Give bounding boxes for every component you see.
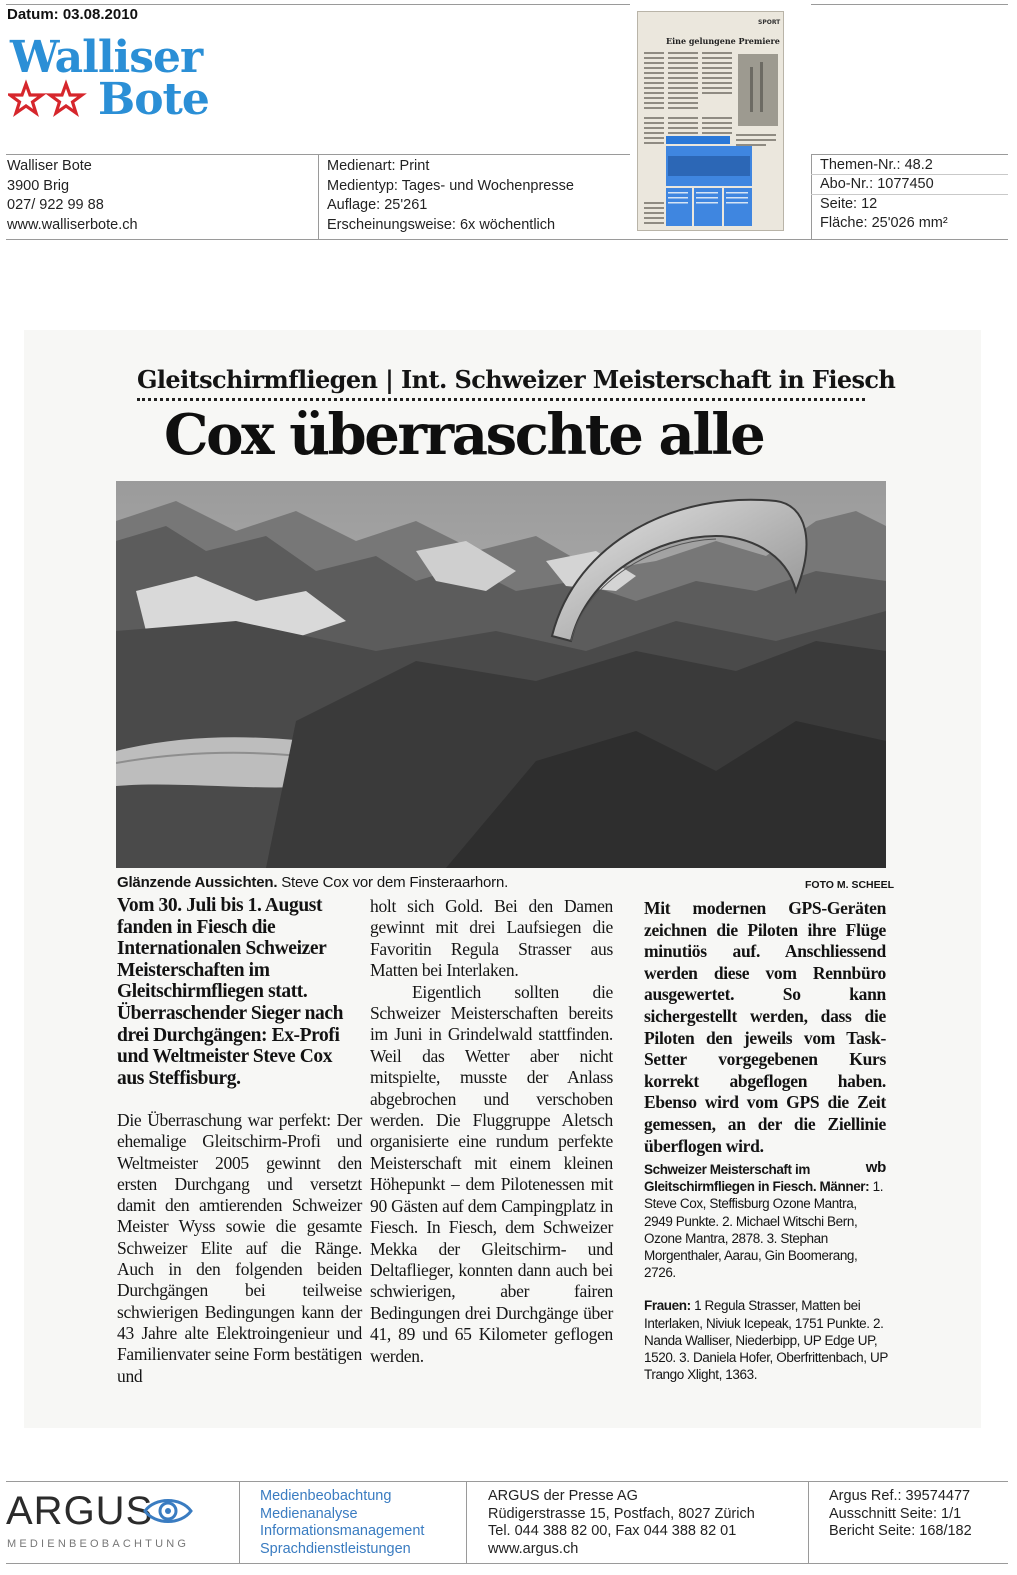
column-3-text: Mit modernen GPS-Geräten zeichnen die Piloten ihre Flüge minutiös auf. Anschliessend werden diese vom Rennbüro ausgewertet. So kann sichergestellt werden, dass die Piloten den jeweils vom Task-Setter vorgegebenen Kurs korrekt abgeflogen haben. Ebenso wird vom GPS die Zeit gemessen, an der die Ziellinie überflogen wird.: [644, 898, 886, 1156]
column-1-text: Die Überraschung war perfekt: Der ehemalige Gleitschirm-Profi und Weltmeister 2005 gewinnt den ersten Durchgang und versetzt damit den amtierenden Schweizer Meister Wyss sowie die gesamte Schweizer Elite auf die Ränge. Auch in den folgenden beiden Durchgängen bei teilweise schwierigen Bedingungen kann der 43 Jahre alte Elektroingenieur und Familienvater seine Form bestätigen und: [117, 1110, 362, 1386]
meta-rule-1: [811, 174, 1008, 175]
address-website[interactable]: www.argus.ch: [488, 1540, 579, 1557]
media-frequency: Erscheinungsweise: 6x wöchentlich: [327, 216, 556, 233]
footer-top-rule: [6, 1481, 1008, 1482]
article-headline: Cox überraschte alle: [164, 402, 764, 468]
footer-divider-1: [239, 1482, 240, 1563]
argus-eye-icon: [143, 1494, 193, 1528]
results-box: [644, 1161, 888, 1399]
header-divider-right: [811, 155, 812, 239]
publisher-city: 3900 Brig: [7, 177, 70, 194]
document-date: Datum: 03.08.2010: [7, 6, 138, 23]
media-info: [327, 157, 574, 235]
author-signature: wb: [865, 1159, 886, 1177]
paraglider-photo: [116, 481, 886, 868]
publisher-name: Walliser Bote: [7, 158, 92, 174]
page-thumbnail: [637, 11, 784, 231]
address-company: ARGUS der Presse AG: [488, 1488, 638, 1504]
argus-ref: Argus Ref.: 39574477: [829, 1488, 971, 1504]
media-category: Medientyp: Tages- und Wochenpresse: [327, 177, 574, 194]
address-street: Rüdigerstrasse 15, Postfach, 8027 Zürich: [488, 1505, 755, 1522]
header-mid-rule-right: [811, 154, 1008, 155]
footer-address: [488, 1488, 755, 1558]
article-kicker: Gleitschirmfliegen | Int. Schweizer Meisterschaft in Fiesch: [137, 365, 896, 394]
results-women-text: 1 Regula Strasser, Matten bei Interlaken, Niviuk Icepeak, 1751 Punkte. 2. Nanda Walliser, Niederbipp, UP Edge UP, 1520. 3. Daniela Hofer, Oberfrittenbach, UP Trango Xlight, 1363.: [644, 1298, 888, 1383]
header-top-rule: [6, 4, 630, 5]
argus-logo-subtitle: MEDIENBEOBACHTUNG: [7, 1538, 190, 1550]
footer-services: [260, 1488, 424, 1558]
svg-text:Walliser: Walliser: [10, 32, 203, 83]
article-column-1: [117, 1110, 362, 1387]
publisher-phone: 027/ 922 99 88: [7, 197, 104, 213]
clipping-page: Ausschnitt Seite: 1/1: [829, 1505, 962, 1522]
footer-bottom-rule: [6, 1563, 1008, 1564]
meta-rule-2: [811, 194, 1008, 195]
address-phone: Tel. 044 388 82 00, Fax 044 388 82 01: [488, 1523, 737, 1540]
publisher-info: [7, 157, 138, 235]
themen-number: Themen-Nr.: 48.2: [820, 157, 933, 173]
area-size: Fläche: 25'026 mm²: [820, 215, 948, 231]
abo-number: Abo-Nr.: 1077450: [820, 176, 934, 192]
media-type: Medienart: Print: [327, 158, 430, 174]
page-number: Seite: 12: [820, 196, 878, 212]
header-bottom-rule: [6, 239, 1008, 240]
service-1: Medienbeobachtung: [260, 1488, 392, 1504]
footer-divider-3: [808, 1482, 809, 1563]
service-3: Informationsmanagement: [260, 1523, 425, 1540]
article-column-3: [644, 898, 886, 1179]
service-2: Medienanalyse: [260, 1505, 358, 1522]
article-column-2: [370, 896, 613, 1367]
walliser-bote-logo: [8, 28, 218, 118]
column-2-paragraph-2: Eigentlich sollten die Schweizer Meisterschaften bereits im Juni in Grindelwald stattfinden. Weil das Wetter aber nicht mitspielte, musste der Anlass abgebrochen und verschoben werden. Die Fluggruppe Aletsch organisierte eine rundum perfekte Meisterschaft mit einem kleinen Höhepunkt – dem Pilotenessen mit 90 Gästen auf dem Campingplatz in Fiesch. In Fiesch, dem Schweizer Mekka der Gleitschirm- und Deltaflieger, konnten dann auch bei schwierigen, aber fairen Bedingungen drei Durchgänge über 41, 89 und 65 Kilometer geflogen werden.: [370, 981, 613, 1366]
photo-caption: [117, 874, 508, 891]
photo-credit: FOTO M. SCHEEL: [805, 879, 895, 891]
header-top-rule-right: [811, 4, 1008, 5]
kicker-rule: [137, 398, 865, 401]
service-4: Sprachdienstleistungen: [260, 1540, 411, 1557]
argus-logo-text: ARGUS: [6, 1489, 154, 1533]
publisher-website: www.walliserbote.ch: [7, 216, 138, 233]
caption-bold: Glänzende Aussichten.: [117, 874, 278, 891]
footer-references: [829, 1488, 972, 1541]
footer-divider-2: [466, 1482, 467, 1563]
results-women-label: Frauen:: [644, 1298, 691, 1314]
results-men-text: 1. Steve Cox, Steffisburg Ozone Mantra, 2949 Punkte. 2. Michael Witschi Bern, Ozone Mantra, 2878. 3. Stephan Morgenthaler, Aarau, Gin Boomerang, 2726.: [644, 1179, 884, 1281]
caption-text: Steve Cox vor dem Finsteraarhorn.: [277, 874, 509, 891]
results-women: [644, 1297, 888, 1383]
report-page: Bericht Seite: 168/182: [829, 1523, 972, 1540]
thumbnail-section: SPORT: [758, 19, 781, 26]
svg-text:Bote: Bote: [98, 74, 209, 118]
thumbnail-headline: Eine gelungene Premiere: [666, 36, 780, 46]
column-2-paragraph-1: holt sich Gold. Bei den Damen gewinnt mit drei Laufsiegen die Favoritin Regula Strasser aus Matten bei Interlaken.: [370, 896, 613, 981]
header-divider: [318, 155, 319, 239]
results-men-label: Schweizer Meisterschaft im Gleitschirmfliegen in Fiesch. Männer:: [644, 1162, 870, 1195]
results-men: [644, 1161, 888, 1281]
article-lead: Vom 30. Juli bis 1. August fanden in Fiesch die Internationalen Schweizer Meisterschaften im Gleitschirmfliegen statt. Überraschender Sieger nach drei Durchgängen: Ex-Profi und Weltmeister Steve Cox aus Steffisburg.: [117, 895, 344, 1089]
media-circulation: Auflage: 25'261: [327, 197, 428, 213]
